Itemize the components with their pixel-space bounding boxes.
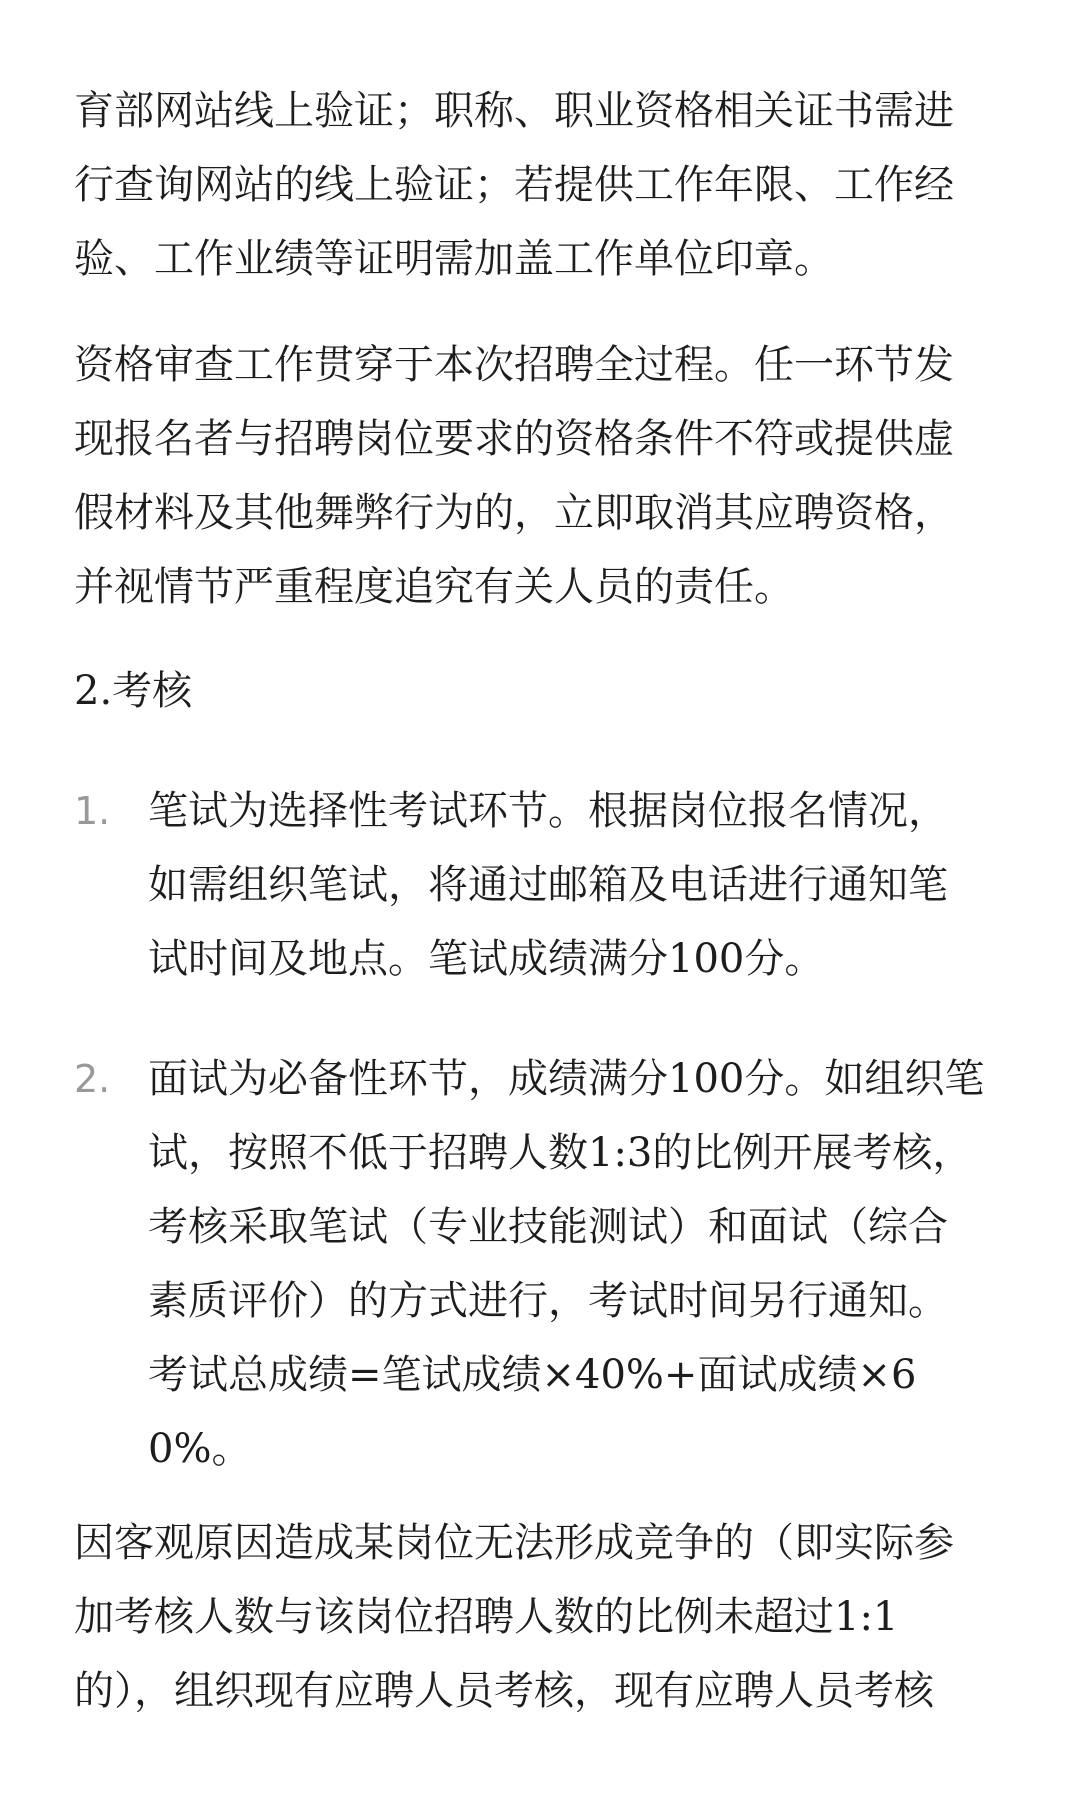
list-line: 试时间及地点。笔试成绩满分100分。 — [148, 936, 825, 982]
list-line: 考核采取笔试（专业技能测试）和面试（综合 — [148, 1204, 948, 1250]
paragraph-line: 育部网站线上验证；职称、职业资格相关证书需进 — [74, 88, 954, 134]
intro-paragraph — [74, 74, 1006, 296]
paragraph-line: 并视情节严重程度追究有关人员的责任。 — [74, 564, 794, 610]
paragraph-line: 资格审查工作贯穿于本次招聘全过程。任一环节发 — [74, 342, 954, 388]
list-line: 考试总成绩=笔试成绩×40%+面试成绩×6 — [148, 1352, 917, 1398]
qualification-paragraph — [74, 328, 1006, 624]
paragraph-line: 假材料及其他舞弊行为的，立即取消其应聘资格， — [74, 490, 954, 536]
paragraph-line: 行查询网站的线上验证；若提供工作年限、工作经 — [74, 162, 954, 208]
list-marker: 2. — [74, 1057, 111, 1101]
paragraph-line: 现报名者与招聘岗位要求的资格条件不符或提供虚 — [74, 416, 954, 462]
list-line: 0%。 — [148, 1426, 252, 1472]
paragraph-line: 因客观原因造成某岗位无法形成竞争的（即实际参 — [74, 1520, 954, 1566]
closing-paragraph — [74, 1506, 1006, 1728]
assessment-list — [74, 774, 1006, 1486]
list-line: 面试为必备性环节，成绩满分100分。如组织笔 — [148, 1056, 985, 1102]
paragraph-line: 的），组织现有应聘人员考核，现有应聘人员考核 — [74, 1668, 934, 1714]
list-line: 试，按照不低于招聘人数1:3的比例开展考核， — [148, 1130, 973, 1176]
list-line: 素质评价）的方式进行，考试时间另行通知。 — [148, 1278, 948, 1324]
list-item — [74, 1042, 1006, 1486]
paragraph-line: 验、工作业绩等证明需加盖工作单位印章。 — [74, 236, 834, 282]
paragraph-line: 加考核人数与该岗位招聘人数的比例未超过1:1 — [74, 1594, 899, 1640]
section-heading — [74, 654, 1006, 728]
section-heading-text: 2.考核 — [74, 668, 193, 714]
list-item — [74, 774, 1006, 996]
list-line: 笔试为选择性考试环节。根据岗位报名情况， — [148, 788, 948, 834]
list-line: 如需组织笔试，将通过邮箱及电话进行通知笔 — [148, 862, 948, 908]
list-marker: 1. — [74, 789, 111, 833]
